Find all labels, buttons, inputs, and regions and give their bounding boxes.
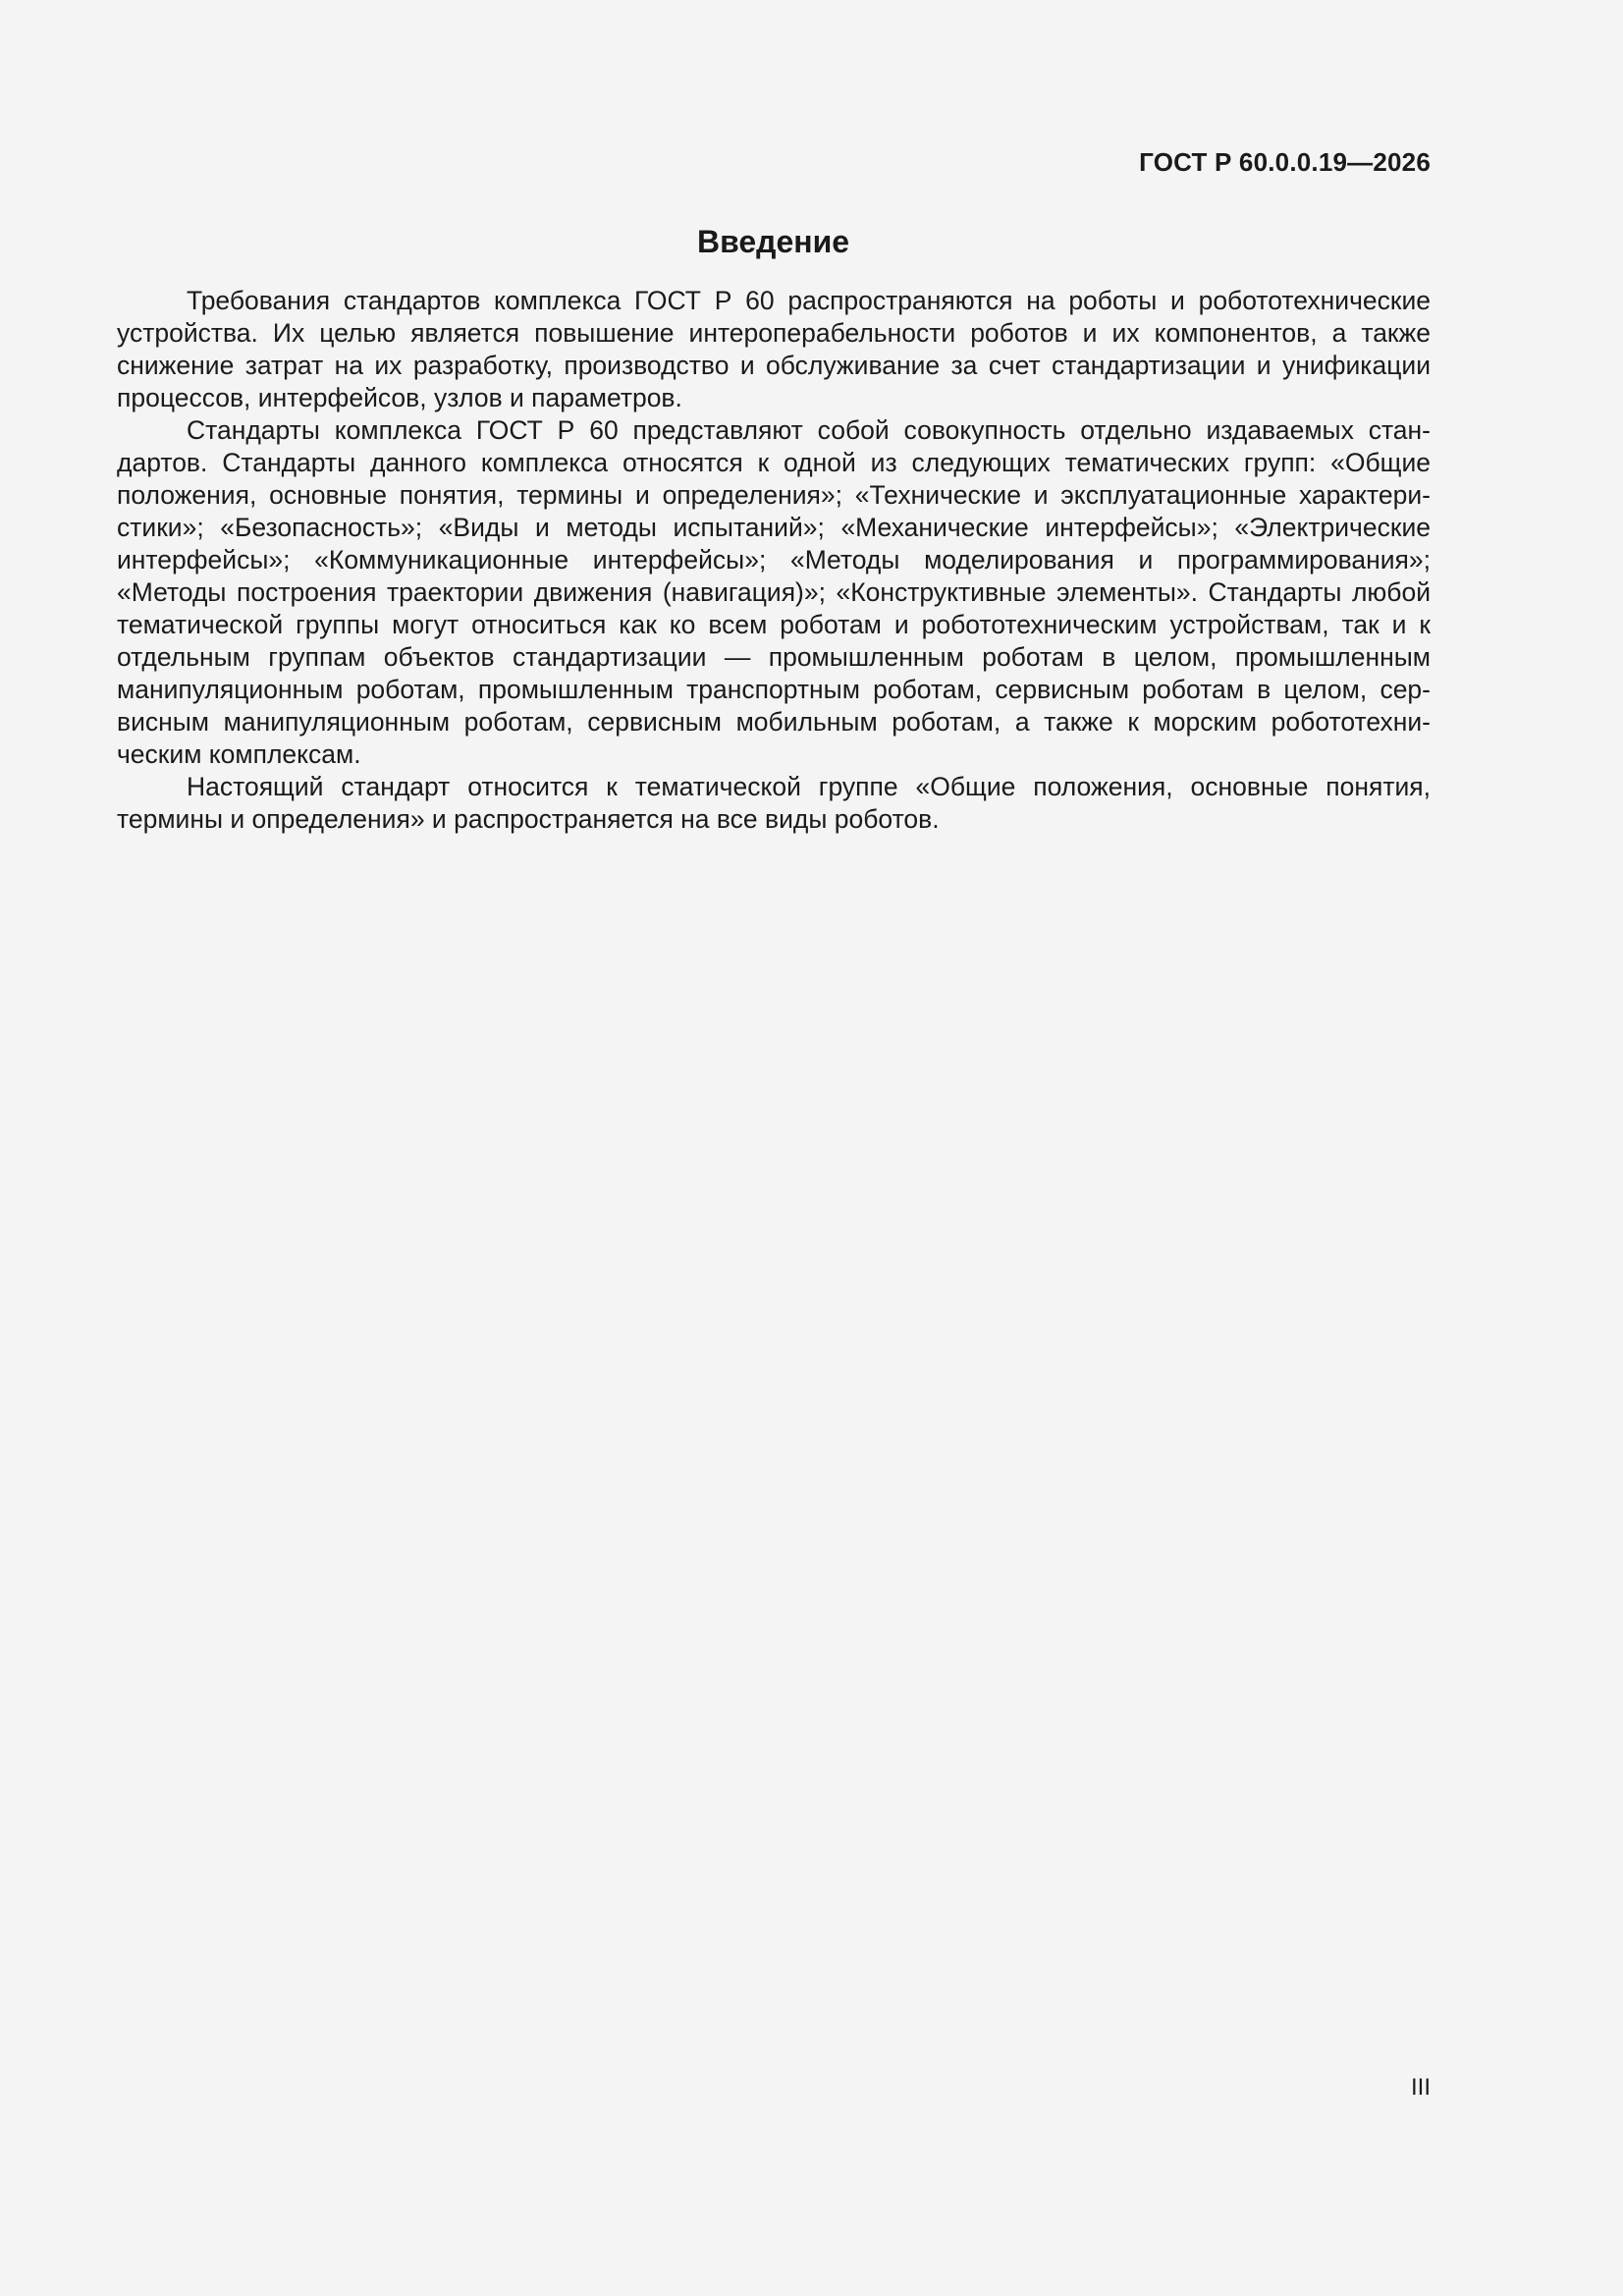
document-code: ГОСТ Р 60.0.0.19—2026 [1139, 147, 1431, 177]
body-text [117, 285, 1431, 836]
paragraph: Требования стандартов комплекса ГОСТ Р 60 распространяются на роботы и робототехнические устройства. Их целью является повышение интероперабельности роботов и их компонентов, а также снижение затрат на их разработку, производство и обслуживание за счет стандартизации и унификации процессов, интерфейсов, узлов и параметров. [117, 286, 1431, 412]
paragraph: Настоящий стандарт относится к тематической группе «Общие положения, основные понятия, термины и определения» и распространяется на все виды роботов. [117, 772, 1431, 834]
paragraph: Стандарты комплекса ГОСТ Р 60 представляют собой совокупность отдельно издаваемых стандартов. Стандарты данного комплекса относятся к одной из следующих тематических групп: «Общие положения, основные понятия, термины и определения»; «Технические и эксплуатационные характеристики»; «Безопасность»; «Виды и методы испытаний»; «Механические интерфейсы»; «Электрические интерфейсы»; «Коммуникационные интерфейсы»; «Методы моделирования и программирования»; «Методы построения траектории движения (навигация)»; «Конструктивные элементы». Стандарты любой тематической группы могут относиться как ко всем роботам и робототехническим устройствам, так и к отдельным группам объектов стандартизации — промышленным роботам в целом, промышленным манипуляционным роботам, промышленным транспортным роботам, сервисным роботам в целом, сервисным манипуляционным роботам, сервисным мобильным роботам, а также к морским робототехническим комплексам. [117, 415, 1431, 769]
page-number: III [1410, 2074, 1431, 2101]
section-title: Введение [696, 224, 850, 259]
